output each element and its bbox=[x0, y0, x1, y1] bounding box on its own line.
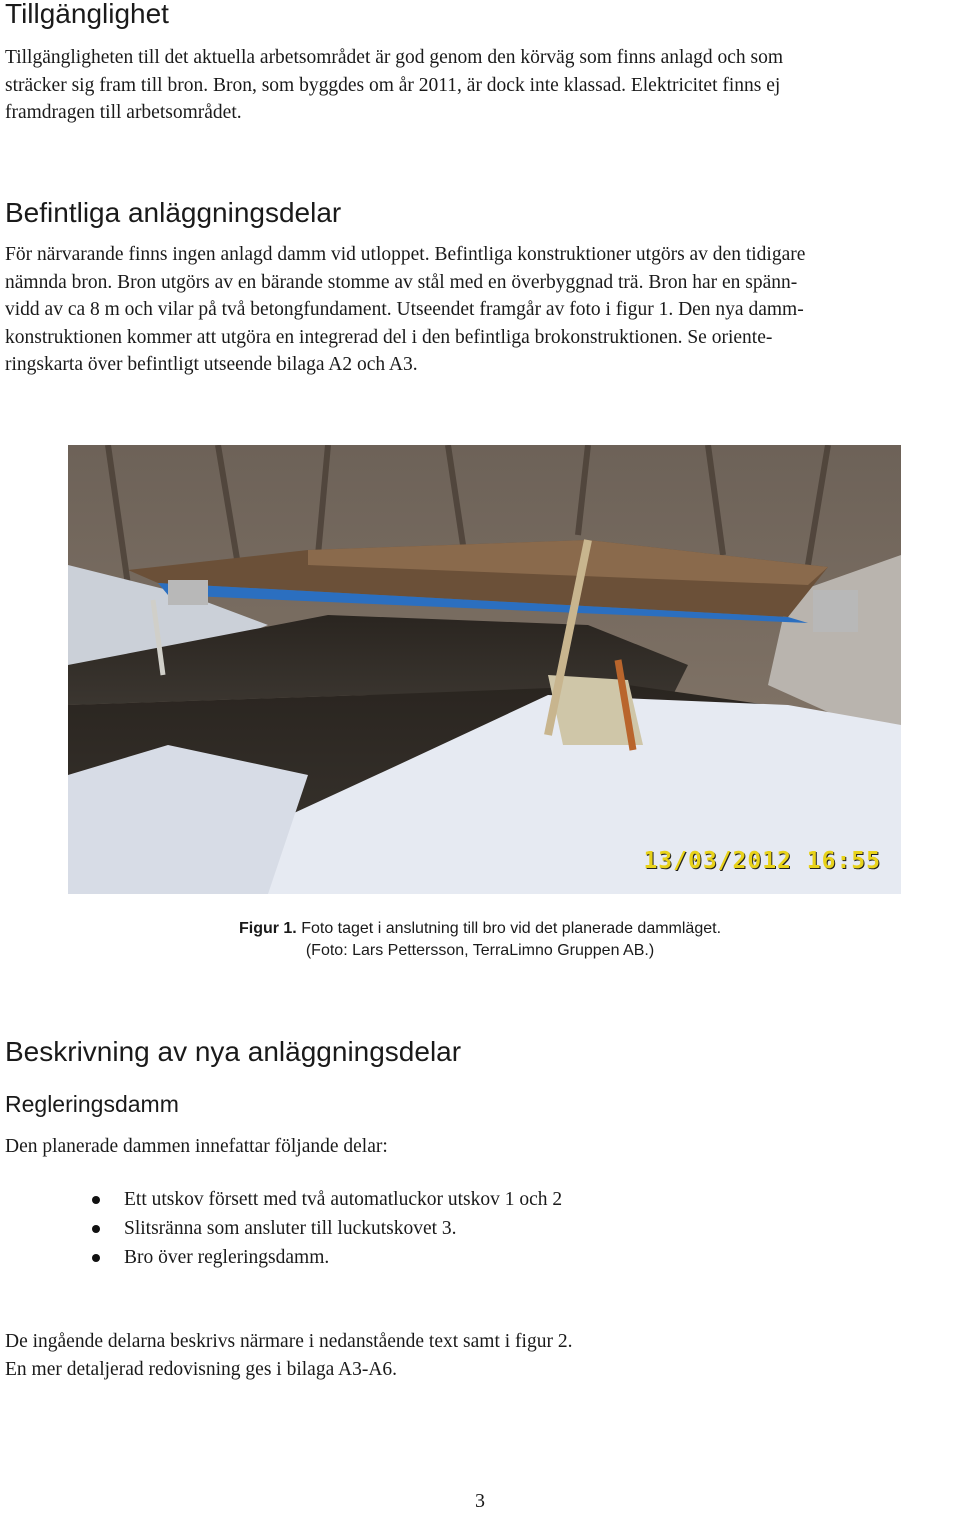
text-line: Den planerade dammen innefattar följande delar: bbox=[5, 1136, 388, 1157]
text-line: sträcker sig fram till bron. Bron, som byggdes om år 2011, är dock inte klassad. Elektricitet finns ej bbox=[5, 74, 781, 96]
figure-caption bbox=[0, 918, 960, 962]
list-item: Bro över regleringsdamm. bbox=[0, 1243, 562, 1272]
caption-credit: (Foto: Lars Pettersson, TerraLimno Gruppen AB.) bbox=[305, 942, 655, 959]
text-line: nämnda bron. Bron utgörs av en bärande stomme av stål med en överbyggnad trä. Bron har en spänn- bbox=[5, 271, 798, 293]
text-line: framdragen till arbetsområdet. bbox=[5, 102, 242, 123]
bridge-photo bbox=[68, 445, 901, 894]
section-title-existing: Befintliga anläggningsdelar bbox=[5, 197, 342, 228]
caption-label: Figur 1. bbox=[238, 920, 297, 937]
intro-paragraph bbox=[5, 1133, 955, 1161]
list-item: Slitsränna som ansluter till luckutskovet 3. bbox=[0, 1214, 562, 1243]
text-line: För närvarande finns ingen anlagd damm vid utloppet. Befintliga konstruktioner utgörs av den tidigare bbox=[5, 244, 806, 265]
text-line: En mer detaljerad redovisning ges i bilaga A3-A6. bbox=[5, 1358, 398, 1380]
access-paragraph bbox=[5, 44, 955, 127]
text-line: Tillgängligheten till det aktuella arbetsområdet är god genom den körväg som finns anlagd och som bbox=[5, 47, 784, 68]
bullet-icon bbox=[92, 1254, 100, 1262]
section-title-access: Tillgänglighet bbox=[5, 0, 169, 29]
bullet-icon bbox=[92, 1225, 100, 1233]
text-line: ringskarta över befintligt utseende bilaga A2 och A3. bbox=[5, 354, 418, 375]
section-title-new: Beskrivning av nya anläggningsdelar bbox=[5, 1036, 462, 1067]
text-line: konstruktionen kommer att utgöra en integrerad del i den befintliga brokonstruktionen. Se oriente- bbox=[5, 326, 773, 348]
outro-paragraph bbox=[5, 1328, 955, 1383]
text-line: vidd av ca 8 m och vilar på två betongfundament. Utseendet framgår av foto i figur 1. Den nya damm- bbox=[5, 299, 804, 320]
existing-paragraph bbox=[5, 241, 955, 379]
caption-text: Foto taget i anslutning till bro vid det planerade dammläget. bbox=[301, 920, 722, 937]
text-line: De ingående delarna beskrivs närmare i nedanstående text samt i figur 2. bbox=[5, 1331, 573, 1352]
photo-timestamp: 13/03/2012 16:55 bbox=[643, 848, 881, 874]
subsection-title: Regleringsdamm bbox=[5, 1091, 179, 1117]
component-list bbox=[0, 1185, 562, 1272]
list-item: Ett utskov försett med två automatluckor utskov 1 och 2 bbox=[0, 1185, 562, 1214]
bullet-icon bbox=[92, 1196, 100, 1204]
page-number: 3 bbox=[475, 1490, 485, 1512]
